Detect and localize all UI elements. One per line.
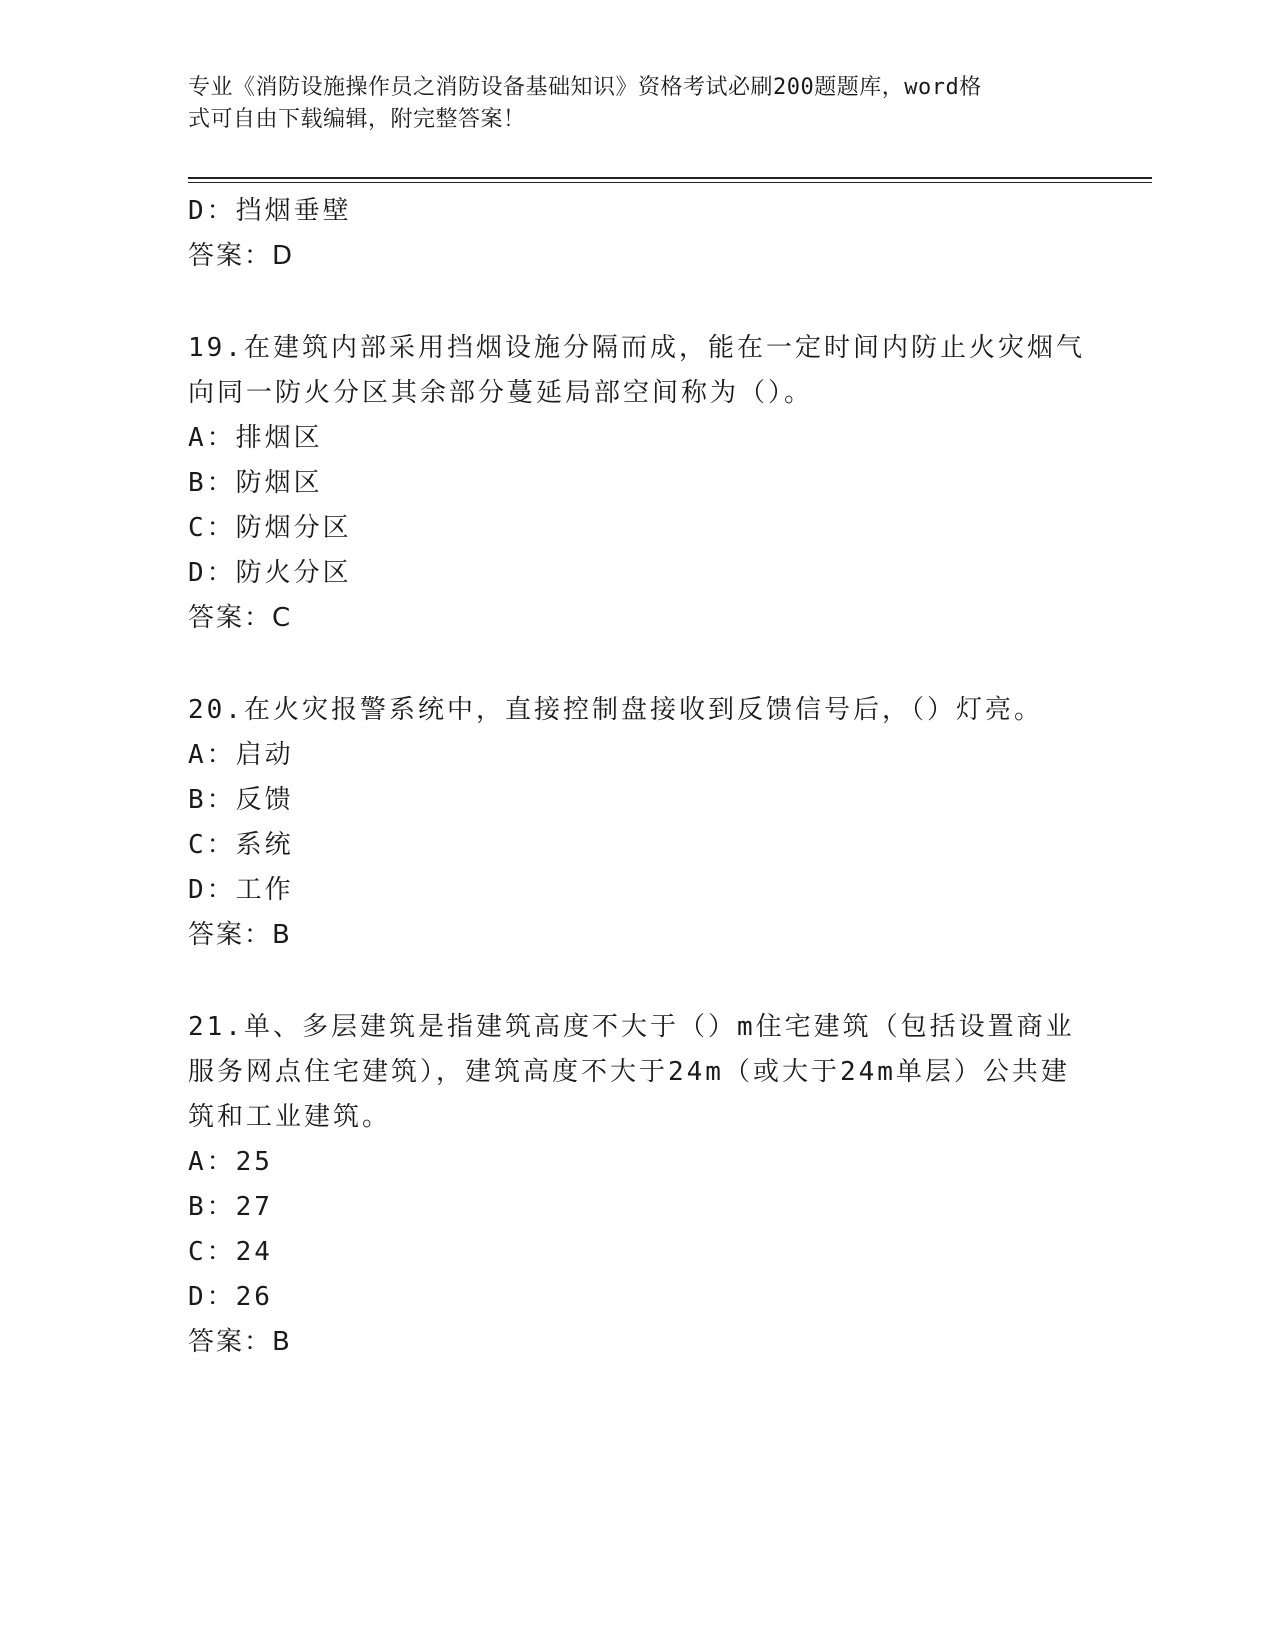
header-divider-thin <box>188 182 1152 183</box>
option-b: B：防烟区 <box>188 468 323 498</box>
question-text-line: 服务网点住宅建筑），建筑高度不大于24m（或大于24m单层）公共建 <box>188 1057 1070 1087</box>
option-b: B：27 <box>188 1192 273 1222</box>
option-b: B：反馈 <box>188 785 294 815</box>
question-text-line: 向同一防火分区其余部分蔓延局部空间称为（）。 <box>188 378 814 408</box>
answer: 答案：B <box>188 920 292 950</box>
option-c: C：24 <box>188 1237 273 1267</box>
question-21 <box>188 1005 1088 1365</box>
option-d: D：26 <box>188 1282 273 1312</box>
option-d: D：防火分区 <box>188 558 352 588</box>
answer: 答案：C <box>188 603 293 633</box>
header-line-1: 专业《消防设施操作员之消防设备基础知识》资格考试必刷200题题库，word格 <box>188 75 982 100</box>
question-20 <box>188 688 1088 958</box>
option-a: A：启动 <box>188 740 294 770</box>
question-content <box>188 189 1088 1365</box>
question-text-line: 筑和工业建筑。 <box>188 1102 392 1132</box>
document-header <box>188 72 1078 136</box>
question-19 <box>188 326 1088 641</box>
question-text-line: 21.单、多层建筑是指建筑高度不大于（）m住宅建筑（包括设置商业 <box>188 1012 1075 1042</box>
carryover-option-d: D：挡烟垂壁 <box>188 196 352 226</box>
carryover-answer: 答案：D <box>188 241 295 271</box>
question-text-line: 20.在火灾报警系统中，直接控制盘接收到反馈信号后，（）灯亮。 <box>188 695 1043 725</box>
option-a: A：排烟区 <box>188 423 323 453</box>
option-d: D：工作 <box>188 875 294 905</box>
option-c: C：防烟分区 <box>188 513 352 543</box>
spacer <box>188 279 1088 326</box>
option-c: C：系统 <box>188 830 294 860</box>
header-line-2: 式可自由下载编辑，附完整答案！ <box>188 107 526 132</box>
option-a: A：25 <box>188 1147 273 1177</box>
spacer <box>188 641 1088 688</box>
spacer <box>188 958 1088 1005</box>
answer: 答案：B <box>188 1327 292 1357</box>
header-divider-thick <box>188 177 1152 179</box>
question-text-line: 19.在建筑内部采用挡烟设施分隔而成，能在一定时间内防止火灾烟气 <box>188 333 1085 363</box>
